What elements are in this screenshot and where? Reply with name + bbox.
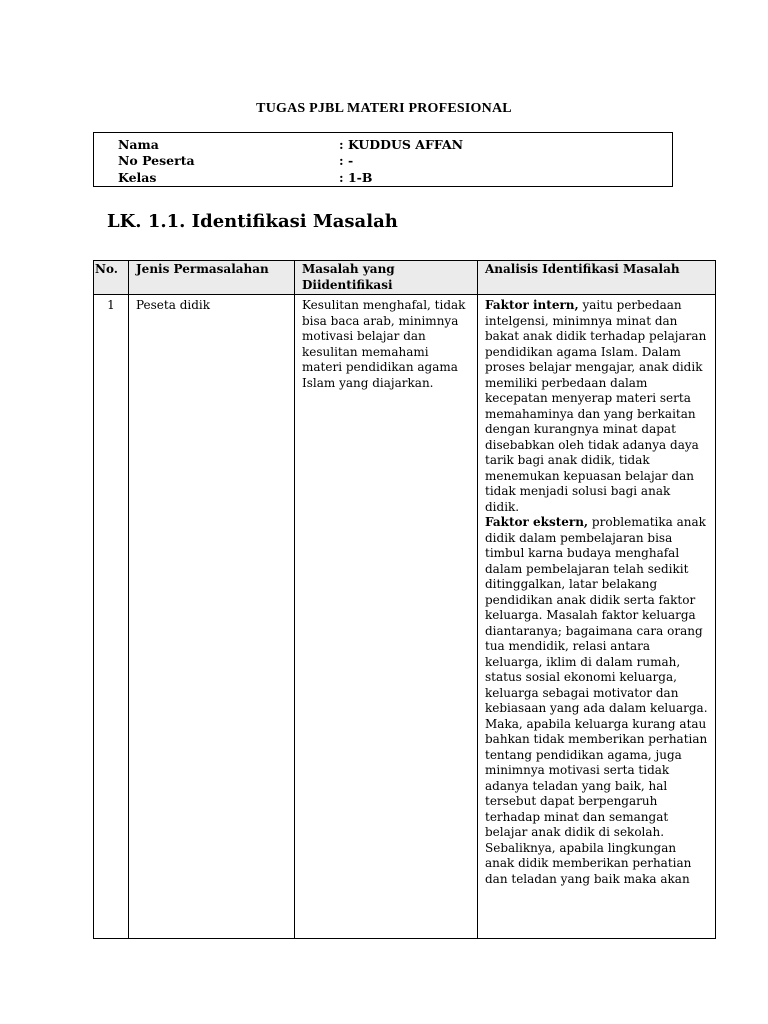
header-masalah: Masalah yang Diidentifikasi <box>295 261 478 295</box>
info-label: Kelas <box>118 170 157 185</box>
info-value: : 1-B <box>339 170 373 185</box>
info-row-kelas <box>118 170 372 186</box>
header-no: No. <box>94 261 129 295</box>
table-header-row <box>94 261 716 295</box>
document-title: TUGAS PJBL MATERI PROFESIONAL <box>256 101 512 116</box>
cell-masalah: Kesulitan menghafal, tidak bisa baca arab, minimnya motivasi belajar dan kesulitan memahami materi pendidikan agama Islam yang diajarkan. <box>295 295 478 939</box>
info-value: : - <box>339 153 354 168</box>
info-row-no-peserta <box>118 153 353 169</box>
participant-info-box <box>93 132 673 187</box>
info-row-nama <box>118 137 463 153</box>
problem-identification-table <box>93 260 716 939</box>
cell-analisis <box>478 295 716 939</box>
intern-text: yaitu perbedaan intelgensi, minimnya minat dan bakat anak didik terhadap pelajaran pendidikan agama Islam. Dalam proses belajar mengajar, anak didik memiliki perbedaan dalam kecepatan menyerap materi serta memahaminya dan yang berkaitan dengan kurangnya minat dapat disebabkan oleh tidak adanya daya tarik bagi anak didik, tidak menemukan kepuasan belajar dan tidak menjadi solusi bagi anak didik. <box>485 298 707 514</box>
section-heading: LK. 1.1. Identifikasi Masalah <box>107 211 398 232</box>
table-row <box>94 295 716 939</box>
ekstern-text: problematika anak didik dalam pembelajaran bisa timbul karna budaya menghafal dalam pembelajaran telah sedikit ditinggalkan, latar belakang pendidikan anak didik serta faktor keluarga. Masalah faktor keluarga diantaranya; bagaimana cara orang tua mendidik, relasi antara keluarga, iklim di dalam rumah, status sosial ekonomi keluarga, keluarga sebagai motivator dan kebiasaan yang ada dalam keluarga. Maka, apabila keluarga kurang atau bahkan tidak memberikan perhatian tentang pendidikan agama, juga minimnya motivasi serta tidak adanya teladan yang baik, hal tersebut dapat berpengaruh terhadap minat dan semangat belajar anak didik di sekolah. Sebaliknya, apabila lingkungan anak didik memberikan perhatian dan teladan yang baik maka akan <box>485 515 708 886</box>
info-value: : KUDDUS AFFAN <box>339 137 464 152</box>
header-jenis-permasalahan: Jenis Permasalahan <box>129 261 295 295</box>
cell-jenis: Peseta didik <box>129 295 295 939</box>
info-label: Nama <box>118 137 159 152</box>
cell-no: 1 <box>94 295 129 939</box>
header-analisis: Analisis Identifikasi Masalah <box>478 261 716 295</box>
intern-label: Faktor intern, <box>485 298 579 312</box>
info-label: No Peserta <box>118 153 195 168</box>
ekstern-label: Faktor ekstern, <box>485 515 589 529</box>
